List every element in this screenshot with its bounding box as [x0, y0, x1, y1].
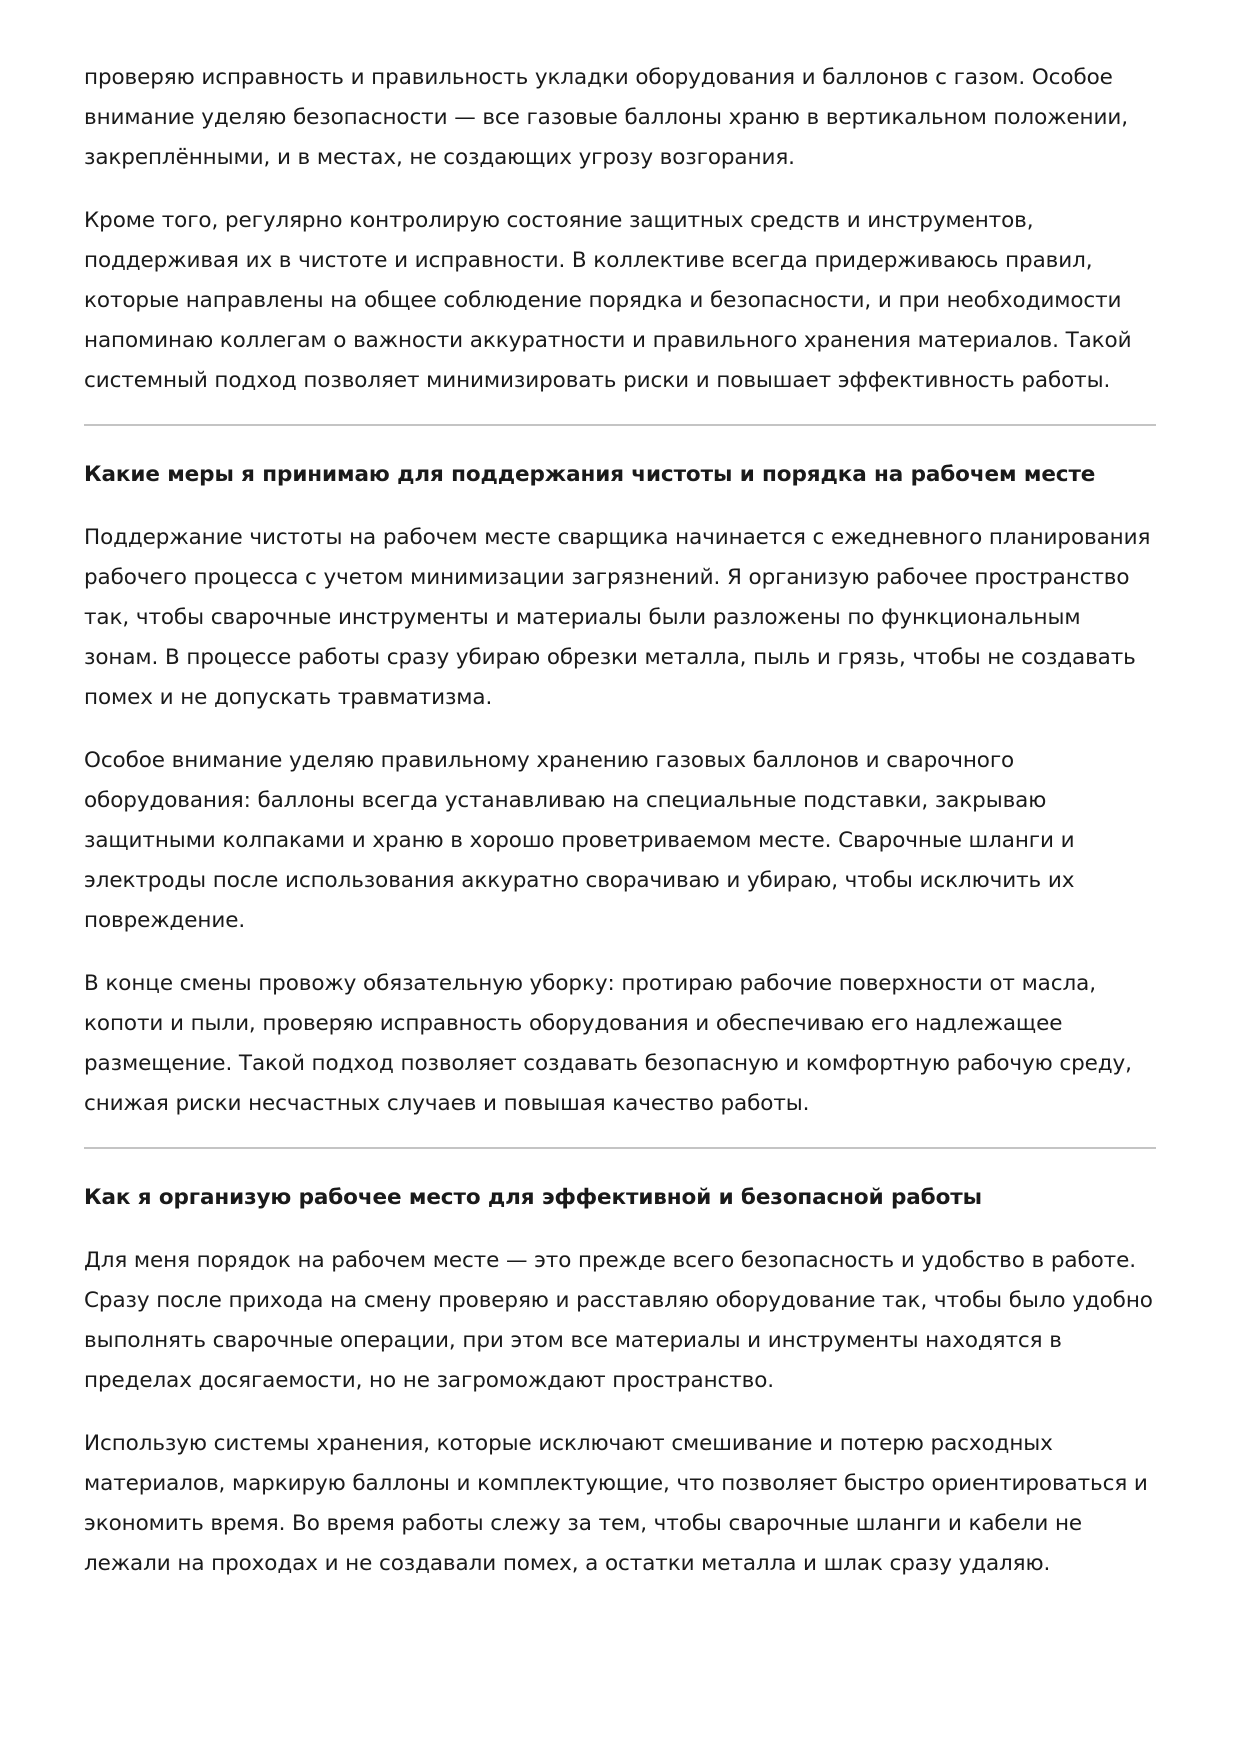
section-divider [84, 424, 1156, 426]
section-heading: Как я организую рабочее место для эффективной и безопасной работы [84, 1185, 982, 1210]
section-cleanliness-measures [84, 455, 1156, 1124]
paragraph: Особое внимание уделяю правильному хранению газовых баллонов и сварочного оборудования: баллоны всегда устанавливаю на специальные подставки, закрываю защитными колпаками и храню в хорошо проветриваемом месте. Сварочные шланги и электроды после использования аккуратно сворачиваю и убираю, чтобы исключить их повреждение. [84, 748, 1075, 933]
section-intro-continuation [84, 58, 1156, 401]
document-page [84, 58, 1156, 1607]
section-heading: Какие меры я принимаю для поддержания чистоты и порядка на рабочем месте [84, 462, 1096, 487]
paragraph: Для меня порядок на рабочем месте — это прежде всего безопасность и удобство в работе. Сразу после прихода на смену проверяю и расставляю оборудование так, чтобы было удобно выполнять сварочные операции, при этом все материалы и инструменты находятся в пределах досягаемости, но не загромождают пространство. [84, 1248, 1153, 1393]
section-divider [84, 1147, 1156, 1149]
paragraph: В конце смены провожу обязательную уборку: протираю рабочие поверхности от масла, копоти и пыли, проверяю исправность оборудования и обеспечиваю его надлежащее размещение. Такой подход позволяет создавать безопасную и комфортную рабочую среду, снижая риски несчастных случаев и повышая качество работы. [84, 971, 1132, 1116]
paragraph: проверяю исправность и правильность укладки оборудования и баллонов с газом. Особое внимание уделяю безопасности — все газовые баллоны храню в вертикальном положении, закреплёнными, и в местах, не создающих угрозу возгорания. [84, 65, 1128, 170]
paragraph: Поддержание чистоты на рабочем месте сварщика начинается с ежедневного планирования рабочего процесса с учетом минимизации загрязнений. Я организую рабочее пространство так, чтобы сварочные инструменты и материалы были разложены по функциональным зонам. В процессе работы сразу убираю обрезки металла, пыль и грязь, чтобы не создавать помех и не допускать травматизма. [84, 525, 1151, 710]
section-workplace-organization [84, 1178, 1156, 1584]
paragraph: Кроме того, регулярно контролирую состояние защитных средств и инструментов, поддерживая их в чистоте и исправности. В коллективе всегда придерживаюсь правил, которые направлены на общее соблюдение порядка и безопасности, и при необходимости напоминаю коллегам о важности аккуратности и правильного хранения материалов. Такой системный подход позволяет минимизировать риски и повышает эффективность работы. [84, 208, 1132, 393]
paragraph: Использую системы хранения, которые исключают смешивание и потерю расходных материалов, маркирую баллоны и комплектующие, что позволяет быстро ориентироваться и экономить время. Во время работы слежу за тем, чтобы сварочные шланги и кабели не лежали на проходах и не создавали помех, а остатки металла и шлак сразу удаляю. [84, 1431, 1148, 1576]
